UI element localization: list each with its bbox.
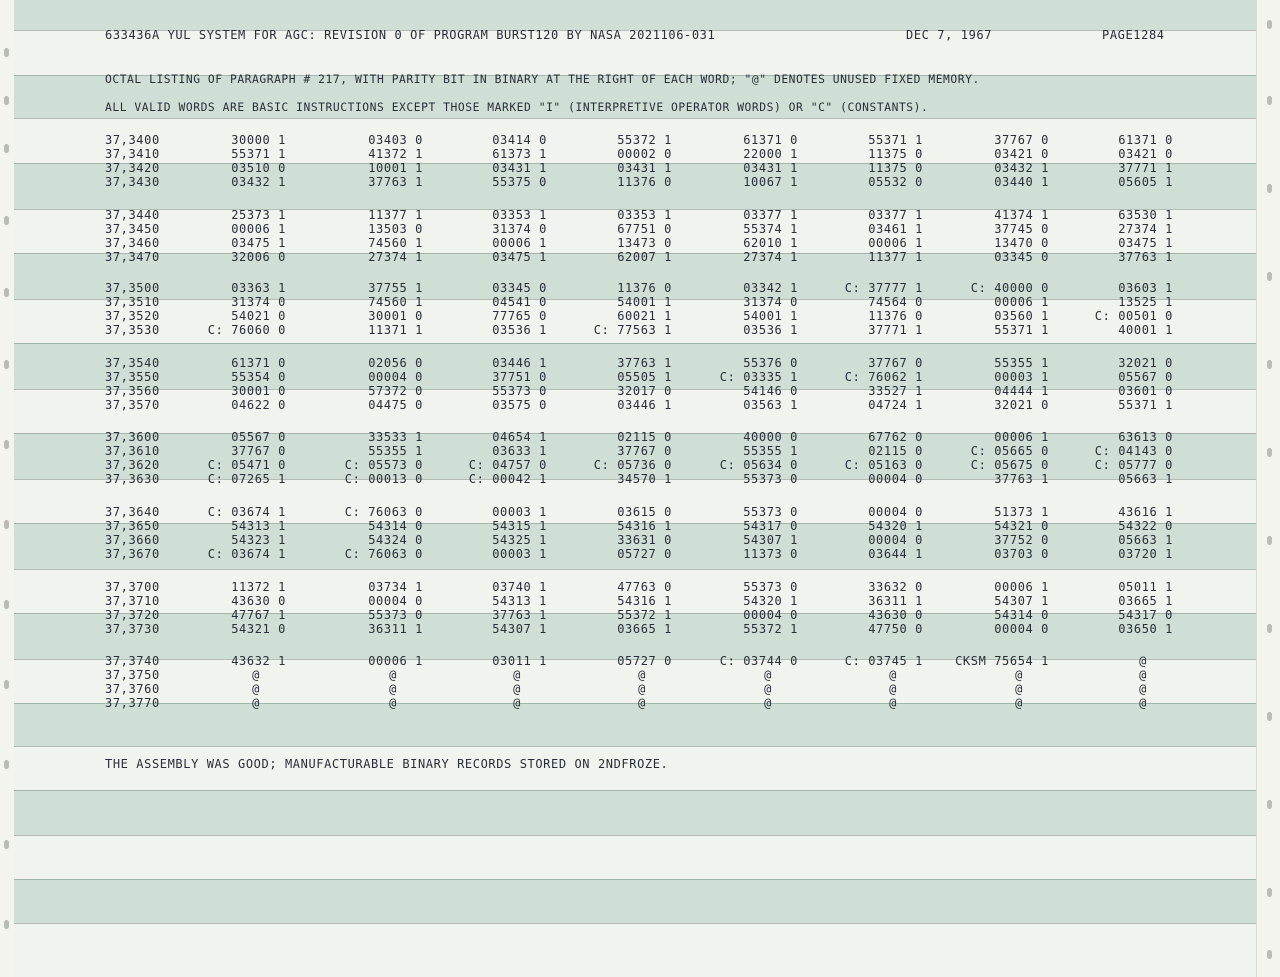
listing-word: 55372 1 bbox=[617, 133, 672, 147]
listing-address: 37,3400 bbox=[105, 133, 160, 147]
listing-word: 54313 1 bbox=[492, 594, 547, 608]
listing-word: 05567 0 bbox=[231, 430, 286, 444]
listing-word: 36311 1 bbox=[868, 594, 923, 608]
listing-word: C: 76063 0 bbox=[344, 505, 423, 519]
listing-word: 47767 1 bbox=[231, 608, 286, 622]
listing-address: 37,3560 bbox=[105, 384, 160, 398]
listing-word: 63613 0 bbox=[1118, 430, 1173, 444]
listing-word: 55373 0 bbox=[743, 505, 798, 519]
listing-word: 11376 0 bbox=[617, 175, 672, 189]
listing-word: @ bbox=[1015, 696, 1023, 710]
listing-word: 05532 0 bbox=[868, 175, 923, 189]
listing-word: 55355 1 bbox=[743, 444, 798, 458]
listing-word: 54307 1 bbox=[994, 594, 1049, 608]
listing-word: 54313 1 bbox=[231, 519, 286, 533]
listing-word: C: 05665 0 bbox=[970, 444, 1049, 458]
listing-address: 37,3720 bbox=[105, 608, 160, 622]
listing-word: 22000 1 bbox=[743, 147, 798, 161]
listing-word: @ bbox=[513, 668, 521, 682]
listing-word: 37763 1 bbox=[492, 608, 547, 622]
listing-word: C: 05471 0 bbox=[207, 458, 286, 472]
listing-word: 13473 0 bbox=[617, 236, 672, 250]
listing-word: 74560 1 bbox=[368, 236, 423, 250]
listing-word: 03536 1 bbox=[743, 323, 798, 337]
listing-word: 04654 1 bbox=[492, 430, 547, 444]
listing-address: 37,3410 bbox=[105, 147, 160, 161]
listing-word: 32021 0 bbox=[994, 398, 1049, 412]
listing-word: 11377 1 bbox=[868, 250, 923, 264]
listing-word: 03475 1 bbox=[1118, 236, 1173, 250]
listing-word: 00006 1 bbox=[231, 222, 286, 236]
listing-word: 03432 1 bbox=[994, 161, 1049, 175]
listing-address: 37,3600 bbox=[105, 430, 160, 444]
listing-address: 37,3440 bbox=[105, 208, 160, 222]
listing-word: C: 03674 1 bbox=[207, 547, 286, 561]
listing-address: 37,3430 bbox=[105, 175, 160, 189]
listing-word: 13525 1 bbox=[1118, 295, 1173, 309]
listing-word: 00003 1 bbox=[492, 505, 547, 519]
listing-word: CKSM 75654 1 bbox=[955, 654, 1049, 668]
listing-word: 03353 1 bbox=[492, 208, 547, 222]
listing-word: C: 37777 1 bbox=[844, 281, 923, 295]
listing-word: 37745 0 bbox=[994, 222, 1049, 236]
listing-word: 00004 0 bbox=[368, 370, 423, 384]
listing-word: @ bbox=[764, 668, 772, 682]
listing-word: 27374 1 bbox=[743, 250, 798, 264]
listing-word: 55373 0 bbox=[492, 384, 547, 398]
listing-word: 47750 0 bbox=[868, 622, 923, 636]
listing-word: 03536 1 bbox=[492, 323, 547, 337]
listing-word: 57372 0 bbox=[368, 384, 423, 398]
listing-word: 43616 1 bbox=[1118, 505, 1173, 519]
listing-word: 54321 0 bbox=[231, 622, 286, 636]
listing-word: @ bbox=[1139, 682, 1147, 696]
listing-word: 02115 0 bbox=[617, 430, 672, 444]
listing-word: C: 03745 1 bbox=[844, 654, 923, 668]
listing-word: 00002 0 bbox=[617, 147, 672, 161]
listing-word: @ bbox=[389, 696, 397, 710]
listing-word: 27374 1 bbox=[1118, 222, 1173, 236]
listing-word: 37767 0 bbox=[868, 356, 923, 370]
listing-word: 03563 1 bbox=[743, 398, 798, 412]
listing-word: 54314 0 bbox=[994, 608, 1049, 622]
right-tractor-strip bbox=[1256, 0, 1280, 977]
listing-word: 54307 1 bbox=[743, 533, 798, 547]
listing-word: 55354 0 bbox=[231, 370, 286, 384]
listing-word: 00006 1 bbox=[492, 236, 547, 250]
listing-address: 37,3450 bbox=[105, 222, 160, 236]
listing-word: 03650 1 bbox=[1118, 622, 1173, 636]
listing-address: 37,3510 bbox=[105, 295, 160, 309]
listing-word: 03446 1 bbox=[617, 398, 672, 412]
listing-word: @ bbox=[889, 668, 897, 682]
listing-word: 03345 0 bbox=[492, 281, 547, 295]
listing-word: 03377 1 bbox=[743, 208, 798, 222]
listing-word: 00006 1 bbox=[994, 430, 1049, 444]
listing-word: 03510 0 bbox=[231, 161, 286, 175]
listing-word: 37767 0 bbox=[617, 444, 672, 458]
listing-word: 55373 0 bbox=[368, 608, 423, 622]
listing-word: 00006 1 bbox=[994, 580, 1049, 594]
listing-word: C: 05736 0 bbox=[593, 458, 672, 472]
listing-word: 25373 1 bbox=[231, 208, 286, 222]
listing-word: 62007 1 bbox=[617, 250, 672, 264]
listing-word: 60021 1 bbox=[617, 309, 672, 323]
header-page-number: PAGE1284 bbox=[1102, 28, 1165, 42]
header-title: 633436A YUL SYSTEM FOR AGC: REVISION 0 OF PROGRAM BURST120 BY NASA 2021106-031 bbox=[105, 28, 716, 42]
listing-word: 30001 0 bbox=[368, 309, 423, 323]
listing-address: 37,3730 bbox=[105, 622, 160, 636]
listing-word: @ bbox=[252, 682, 260, 696]
listing-word: 02115 0 bbox=[868, 444, 923, 458]
listing-word: 03403 0 bbox=[368, 133, 423, 147]
listing-word: 33527 1 bbox=[868, 384, 923, 398]
listing-word: 11375 0 bbox=[868, 147, 923, 161]
listing-word: C: 40000 0 bbox=[970, 281, 1049, 295]
listing-word: 03575 0 bbox=[492, 398, 547, 412]
listing-word: C: 05777 0 bbox=[1094, 458, 1173, 472]
listing-word: 54001 1 bbox=[617, 295, 672, 309]
listing-word: 54322 0 bbox=[1118, 519, 1173, 533]
listing-word: @ bbox=[638, 668, 646, 682]
listing-word: 37752 0 bbox=[994, 533, 1049, 547]
listing-word: 55371 1 bbox=[868, 133, 923, 147]
listing-word: 03703 0 bbox=[994, 547, 1049, 561]
listing-word: 03431 1 bbox=[743, 161, 798, 175]
listing-address: 37,3500 bbox=[105, 281, 160, 295]
listing-word: 11376 0 bbox=[868, 309, 923, 323]
listing-word: 55371 1 bbox=[231, 147, 286, 161]
listing-word: 54320 1 bbox=[868, 519, 923, 533]
listing-word: 43630 0 bbox=[868, 608, 923, 622]
listing-word: 03377 1 bbox=[868, 208, 923, 222]
listing-word: 13503 0 bbox=[368, 222, 423, 236]
listing-word: 03603 1 bbox=[1118, 281, 1173, 295]
left-tractor-strip bbox=[0, 0, 15, 977]
listing-word: 00006 1 bbox=[994, 295, 1049, 309]
listing-word: 03342 1 bbox=[743, 281, 798, 295]
listing-word: @ bbox=[638, 682, 646, 696]
listing-word: C: 05634 0 bbox=[719, 458, 798, 472]
listing-word: 30000 1 bbox=[231, 133, 286, 147]
listing-word: 03440 1 bbox=[994, 175, 1049, 189]
listing-word: 11371 1 bbox=[368, 323, 423, 337]
listing-word: 54001 1 bbox=[743, 309, 798, 323]
listing-word: 03560 1 bbox=[994, 309, 1049, 323]
listing-word: 40000 0 bbox=[743, 430, 798, 444]
listing-word: @ bbox=[638, 696, 646, 710]
listing-word: 00004 0 bbox=[743, 608, 798, 622]
listing-word: 37763 1 bbox=[1118, 250, 1173, 264]
listing-word: 55374 1 bbox=[743, 222, 798, 236]
description-line-1: OCTAL LISTING OF PARAGRAPH # 217, WITH PARITY BIT IN BINARY AT THE RIGHT OF EACH WORD; "@" DENOTES UNUSED FIXED MEMORY. bbox=[105, 73, 980, 86]
listing-address: 37,3530 bbox=[105, 323, 160, 337]
listing-address: 37,3710 bbox=[105, 594, 160, 608]
listing-word: 33533 1 bbox=[368, 430, 423, 444]
listing-word: C: 76063 0 bbox=[344, 547, 423, 561]
listing-word: 54317 0 bbox=[1118, 608, 1173, 622]
listing-address: 37,3460 bbox=[105, 236, 160, 250]
listing-word: 37751 0 bbox=[492, 370, 547, 384]
listing-word: 03432 1 bbox=[231, 175, 286, 189]
listing-word: 31374 0 bbox=[231, 295, 286, 309]
listing-address: 37,3670 bbox=[105, 547, 160, 561]
listing-address: 37,3540 bbox=[105, 356, 160, 370]
listing-word: 02056 0 bbox=[368, 356, 423, 370]
listing-word: 37763 1 bbox=[617, 356, 672, 370]
listing-word: 54315 1 bbox=[492, 519, 547, 533]
listing-word: 67751 0 bbox=[617, 222, 672, 236]
listing-word: 03461 1 bbox=[868, 222, 923, 236]
listing-word: 74564 0 bbox=[868, 295, 923, 309]
listing-word: C: 05573 0 bbox=[344, 458, 423, 472]
listing-word: 03011 1 bbox=[492, 654, 547, 668]
listing-word: 04475 0 bbox=[368, 398, 423, 412]
listing-address: 37,3630 bbox=[105, 472, 160, 486]
listing-word: 03421 0 bbox=[1118, 147, 1173, 161]
listing-word: 54317 0 bbox=[743, 519, 798, 533]
listing-word: 54325 1 bbox=[492, 533, 547, 547]
listing-word: 61371 0 bbox=[231, 356, 286, 370]
listing-word: @ bbox=[1139, 696, 1147, 710]
listing-word: 62010 1 bbox=[743, 236, 798, 250]
listing-word: 03644 1 bbox=[868, 547, 923, 561]
listing-word: C: 76060 0 bbox=[207, 323, 286, 337]
listing-word: 04622 0 bbox=[231, 398, 286, 412]
listing-address: 37,3520 bbox=[105, 309, 160, 323]
listing-word: 00006 1 bbox=[868, 236, 923, 250]
listing-word: @ bbox=[1139, 654, 1147, 668]
listing-address: 37,3610 bbox=[105, 444, 160, 458]
listing-word: 03720 1 bbox=[1118, 547, 1173, 561]
listing-word: @ bbox=[513, 682, 521, 696]
listing-word: @ bbox=[889, 696, 897, 710]
listing-word: 54316 1 bbox=[617, 594, 672, 608]
listing-word: C: 03674 1 bbox=[207, 505, 286, 519]
listing-word: 55373 0 bbox=[743, 472, 798, 486]
listing-address: 37,3700 bbox=[105, 580, 160, 594]
listing-word: 55371 1 bbox=[994, 323, 1049, 337]
listing-address: 37,3770 bbox=[105, 696, 160, 710]
listing-word: 63530 1 bbox=[1118, 208, 1173, 222]
listing-word: 43630 0 bbox=[231, 594, 286, 608]
listing-word: @ bbox=[389, 668, 397, 682]
listing-word: @ bbox=[252, 696, 260, 710]
header-date: DEC 7, 1967 bbox=[906, 28, 993, 42]
listing-word: @ bbox=[764, 682, 772, 696]
listing-word: 11375 0 bbox=[868, 161, 923, 175]
listing-word: C: 07265 1 bbox=[207, 472, 286, 486]
listing-word: 00004 0 bbox=[368, 594, 423, 608]
listing-word: 00004 0 bbox=[868, 472, 923, 486]
listing-word: 30001 0 bbox=[231, 384, 286, 398]
listing-word: 37763 1 bbox=[368, 175, 423, 189]
listing-word: @ bbox=[1015, 668, 1023, 682]
listing-word: 03345 0 bbox=[994, 250, 1049, 264]
listing-word: 00004 0 bbox=[994, 622, 1049, 636]
listing-word: 05011 1 bbox=[1118, 580, 1173, 594]
listing-word: 55371 1 bbox=[1118, 398, 1173, 412]
listing-word: 04444 1 bbox=[994, 384, 1049, 398]
listing-word: C: 05675 0 bbox=[970, 458, 1049, 472]
listing-word: 37755 1 bbox=[368, 281, 423, 295]
listing-word: 03665 1 bbox=[1118, 594, 1173, 608]
listing-word: 03446 1 bbox=[492, 356, 547, 370]
listing-word: 11376 0 bbox=[617, 281, 672, 295]
listing-address: 37,3550 bbox=[105, 370, 160, 384]
listing-address: 37,3640 bbox=[105, 505, 160, 519]
listing-address: 37,3750 bbox=[105, 668, 160, 682]
listing-word: 43632 1 bbox=[231, 654, 286, 668]
listing-word: 32006 0 bbox=[231, 250, 286, 264]
listing-word: 00004 0 bbox=[868, 533, 923, 547]
listing-word: 74560 1 bbox=[368, 295, 423, 309]
listing-address: 37,3650 bbox=[105, 519, 160, 533]
listing-address: 37,3470 bbox=[105, 250, 160, 264]
listing-word: C: 04143 0 bbox=[1094, 444, 1173, 458]
listing-word: 32017 0 bbox=[617, 384, 672, 398]
listing-word: 31374 0 bbox=[743, 295, 798, 309]
listing-word: 05567 0 bbox=[1118, 370, 1173, 384]
listing-word: @ bbox=[889, 682, 897, 696]
listing-word: 11377 1 bbox=[368, 208, 423, 222]
listing-word: C: 76062 1 bbox=[844, 370, 923, 384]
listing-word: @ bbox=[389, 682, 397, 696]
description-line-2: ALL VALID WORDS ARE BASIC INSTRUCTIONS EXCEPT THOSE MARKED "I" (INTERPRETIVE OPERATOR WORDS) OR "C" (CONSTANTS). bbox=[105, 101, 929, 114]
listing-word: C: 00042 1 bbox=[468, 472, 547, 486]
listing-word: 55372 1 bbox=[743, 622, 798, 636]
listing-word: 32021 0 bbox=[1118, 356, 1173, 370]
listing-word: C: 77563 1 bbox=[593, 323, 672, 337]
listing-word: 33632 0 bbox=[868, 580, 923, 594]
listing-word: 03475 1 bbox=[492, 250, 547, 264]
listing-word: @ bbox=[1139, 668, 1147, 682]
listing-word: 61373 1 bbox=[492, 147, 547, 161]
listing-word: 00003 1 bbox=[492, 547, 547, 561]
listing-word: 13470 0 bbox=[994, 236, 1049, 250]
listing-word: 05663 1 bbox=[1118, 533, 1173, 547]
listing-word: 41372 1 bbox=[368, 147, 423, 161]
listing-word: 34570 1 bbox=[617, 472, 672, 486]
listing-word: 00003 1 bbox=[994, 370, 1049, 384]
listing-word: 03353 1 bbox=[617, 208, 672, 222]
listing-word: 77765 0 bbox=[492, 309, 547, 323]
listing-word: 27374 1 bbox=[368, 250, 423, 264]
listing-word: 00004 0 bbox=[868, 505, 923, 519]
listing-word: 10067 1 bbox=[743, 175, 798, 189]
listing-word: 31374 0 bbox=[492, 222, 547, 236]
listing-word: 37767 0 bbox=[994, 133, 1049, 147]
listing-address: 37,3660 bbox=[105, 533, 160, 547]
listing-word: 41374 1 bbox=[994, 208, 1049, 222]
listing-word: 03740 1 bbox=[492, 580, 547, 594]
listing-word: @ bbox=[764, 696, 772, 710]
listing-word: 54314 0 bbox=[368, 519, 423, 533]
listing-word: 03633 1 bbox=[492, 444, 547, 458]
listing-word: 37763 1 bbox=[994, 472, 1049, 486]
listing-word: 03734 1 bbox=[368, 580, 423, 594]
listing-word: 55355 1 bbox=[994, 356, 1049, 370]
listing-word: 40001 1 bbox=[1118, 323, 1173, 337]
listing-word: 36311 1 bbox=[368, 622, 423, 636]
listing-word: 03615 0 bbox=[617, 505, 672, 519]
listing-word: 54323 1 bbox=[231, 533, 286, 547]
listing-word: C: 05163 0 bbox=[844, 458, 923, 472]
listing-word: 04724 1 bbox=[868, 398, 923, 412]
listing-word: 37771 1 bbox=[1118, 161, 1173, 175]
listing-word: 05727 0 bbox=[617, 547, 672, 561]
listing-word: @ bbox=[252, 668, 260, 682]
listing-word: 33631 0 bbox=[617, 533, 672, 547]
listing-word: 03475 1 bbox=[231, 236, 286, 250]
listing-word: 03601 0 bbox=[1118, 384, 1173, 398]
listing-word: 47763 0 bbox=[617, 580, 672, 594]
listing-word: 00006 1 bbox=[368, 654, 423, 668]
listing-word: C: 03335 1 bbox=[719, 370, 798, 384]
listing-word: 05605 1 bbox=[1118, 175, 1173, 189]
listing-word: 37767 0 bbox=[231, 444, 286, 458]
listing-word: 05505 1 bbox=[617, 370, 672, 384]
listing-word: 61371 0 bbox=[1118, 133, 1173, 147]
listing-word: 11373 0 bbox=[743, 547, 798, 561]
listing-word: 03665 1 bbox=[617, 622, 672, 636]
listing-word: 55375 0 bbox=[492, 175, 547, 189]
listing-word: 03421 0 bbox=[994, 147, 1049, 161]
listing-address: 37,3570 bbox=[105, 398, 160, 412]
listing-word: 03431 1 bbox=[492, 161, 547, 175]
listing-word: 10001 1 bbox=[368, 161, 423, 175]
listing-word: 54146 0 bbox=[743, 384, 798, 398]
listing-word: 54321 0 bbox=[994, 519, 1049, 533]
listing-word: 11372 1 bbox=[231, 580, 286, 594]
listing-address: 37,3620 bbox=[105, 458, 160, 472]
listing-word: 05663 1 bbox=[1118, 472, 1173, 486]
listing-word: 37771 1 bbox=[868, 323, 923, 337]
listing-word: 61371 0 bbox=[743, 133, 798, 147]
listing-word: C: 04757 0 bbox=[468, 458, 547, 472]
listing-address: 37,3760 bbox=[105, 682, 160, 696]
listing-address: 37,3740 bbox=[105, 654, 160, 668]
listing-word: 54307 1 bbox=[492, 622, 547, 636]
listing-address: 37,3420 bbox=[105, 161, 160, 175]
listing-word: 54021 0 bbox=[231, 309, 286, 323]
listing-word: 55372 1 bbox=[617, 608, 672, 622]
listing-word: 54320 1 bbox=[743, 594, 798, 608]
listing-word: 55376 0 bbox=[743, 356, 798, 370]
listing-word: @ bbox=[1015, 682, 1023, 696]
listing-word: 55373 0 bbox=[743, 580, 798, 594]
listing-word: 54316 1 bbox=[617, 519, 672, 533]
listing-word: 05727 0 bbox=[617, 654, 672, 668]
listing-word: @ bbox=[513, 696, 521, 710]
assembly-status-line: THE ASSEMBLY WAS GOOD; MANUFACTURABLE BINARY RECORDS STORED ON 2NDFROZE. bbox=[105, 757, 669, 771]
listing-word: 67762 0 bbox=[868, 430, 923, 444]
listing-word: C: 00013 0 bbox=[344, 472, 423, 486]
listing-word: 03431 1 bbox=[617, 161, 672, 175]
printout-page bbox=[14, 0, 1256, 977]
listing-word: 51373 1 bbox=[994, 505, 1049, 519]
listing-word: 03363 1 bbox=[231, 281, 286, 295]
listing-word: 54324 0 bbox=[368, 533, 423, 547]
listing-word: 04541 0 bbox=[492, 295, 547, 309]
listing-word: 55355 1 bbox=[368, 444, 423, 458]
listing-word: 03414 0 bbox=[492, 133, 547, 147]
listing-word: C: 00501 0 bbox=[1094, 309, 1173, 323]
listing-word: C: 03744 0 bbox=[719, 654, 798, 668]
